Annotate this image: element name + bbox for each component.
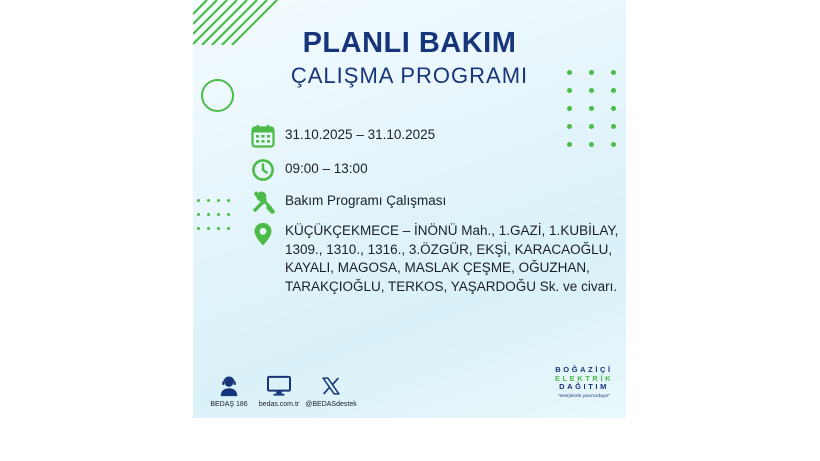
x-logo-icon: [321, 376, 341, 396]
brand-line-1: BOĞAZİÇİ: [555, 365, 613, 374]
date-row: [251, 124, 435, 148]
location-line: 1309., 1310., 1316., 3.ÖZGÜR, EKŞİ, KARACAOĞLU,: [285, 241, 613, 257]
time-row: [251, 158, 368, 182]
location-text: [285, 222, 620, 296]
work-type-row: [251, 190, 446, 214]
tools-icon: [251, 190, 275, 214]
work-type-text: Bakım Programı Çalışması: [285, 193, 447, 208]
brand-slogan: "enerjimizle yanınızdayız": [557, 392, 611, 398]
footer-social[interactable]: [291, 374, 371, 408]
page-subtitle: ÇALIŞMA PROGRAMI: [290, 63, 529, 88]
phone-text: BEDAŞ 186: [210, 401, 248, 408]
location-pin-icon: [251, 222, 275, 246]
location-line: TARAKÇIOĞLU, TERKOS, YAŞARDOĞU Sk. ve civarı.: [285, 278, 618, 294]
clock-icon: [251, 158, 275, 182]
social-handle-text: @BEDASdestek: [305, 401, 357, 408]
time-range-text: 09:00 – 13:00: [285, 161, 368, 176]
maintenance-announcement-card: [193, 0, 626, 418]
brand-line-2: ELEKTRİK: [554, 373, 614, 383]
page-title: PLANLI BAKIM: [302, 27, 517, 59]
date-range-text: 31.10.2025 – 31.10.2025: [285, 127, 436, 142]
location-line: KAYALI, MAGOSA, MASLAK ÇEŞME, OĞUZHAN,: [285, 260, 590, 275]
monitor-icon: [267, 375, 291, 397]
calendar-icon: [251, 124, 275, 148]
brand-line-3: DAĞITIM: [559, 382, 609, 391]
call-center-agent-icon: [218, 375, 240, 397]
website-text: bedas.com.tr: [258, 401, 300, 408]
location-line: KÜÇÜKÇEKMECE – İNÖNÜ Mah., 1.GAZİ, 1.KUBİLAY,: [285, 223, 619, 238]
location-row: [251, 222, 620, 296]
bogazici-elektrik-logo: [548, 366, 620, 398]
